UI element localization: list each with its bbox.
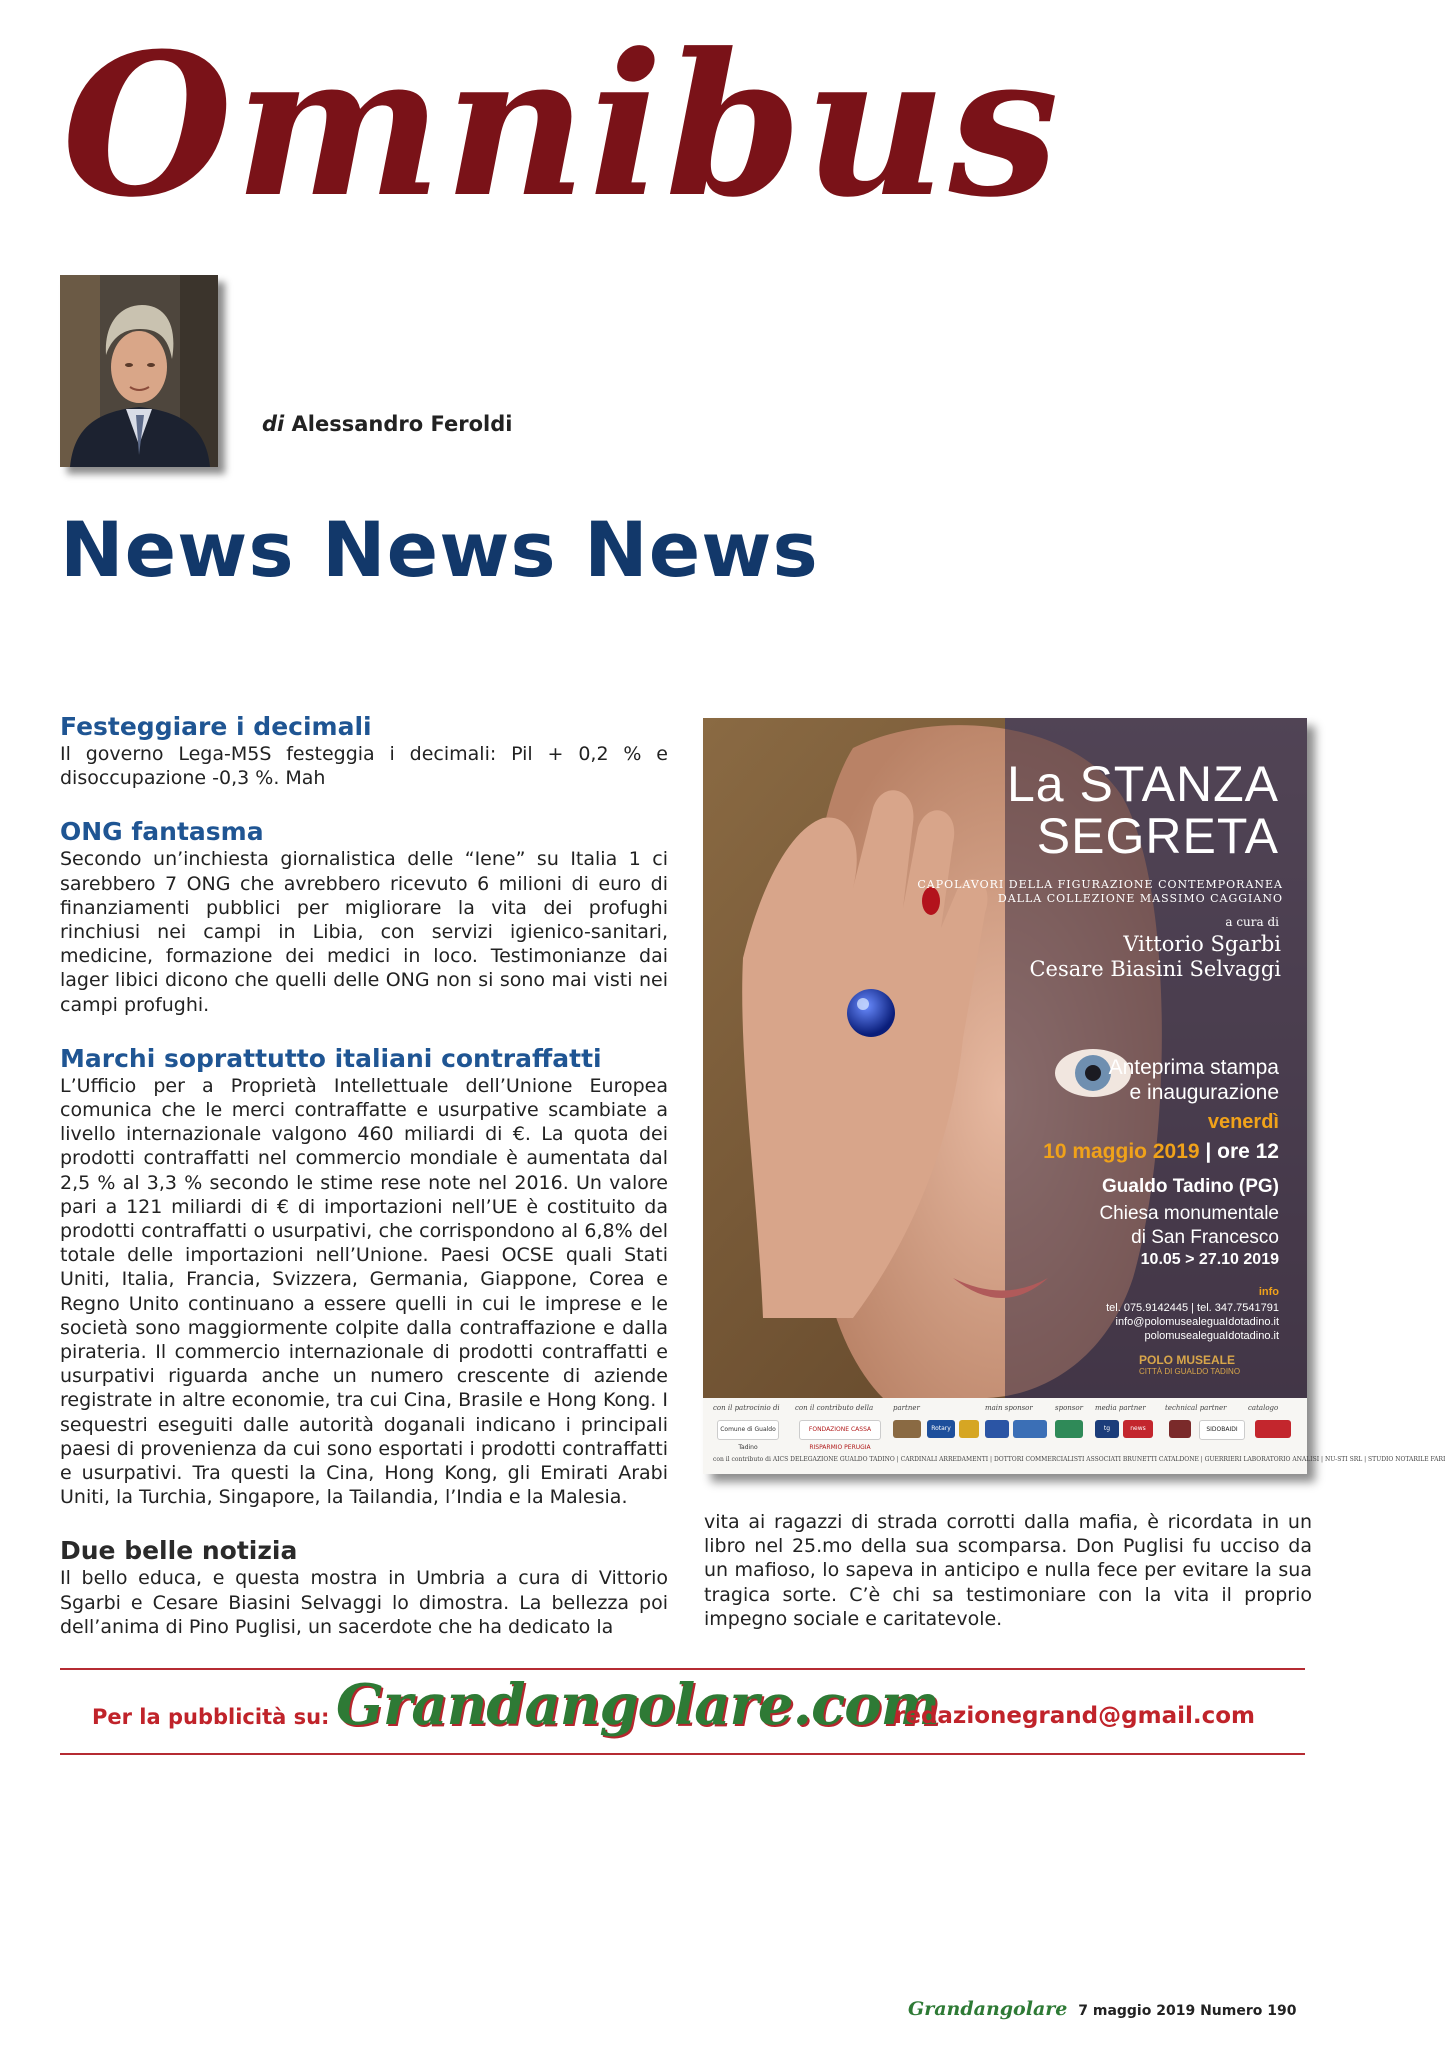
sponsor-logo: Rotary bbox=[927, 1420, 955, 1438]
article-marchi bbox=[60, 1044, 668, 1510]
article-decimali bbox=[60, 712, 668, 790]
sponsor-caption: catalogo bbox=[1248, 1404, 1279, 1412]
sponsor-logo bbox=[1013, 1420, 1047, 1438]
sponsor-logo: FONDAZIONE CASSA RISPARMIO PERUGIA bbox=[799, 1420, 881, 1440]
poster-date bbox=[1043, 1140, 1279, 1164]
article-body: Il governo Lega-M5S festeggia i decimali: Pil + 0,2 % e disoccupazione -0,3 %. Mah bbox=[60, 743, 668, 790]
masthead-title: Omnibus bbox=[62, 11, 1061, 241]
exhibition-poster bbox=[703, 718, 1445, 1474]
poster-preview bbox=[1109, 1055, 1279, 1105]
article-title: Festeggiare i decimali bbox=[60, 712, 372, 741]
author-portrait-image bbox=[60, 275, 218, 467]
article-body: Il bello educa, e questa mostra in Umbria a cura di Vittorio Sgarbi e Cesare Biasini Selvaggi lo dimostra. La bellezza poi dell’anima di Pino Puglisi, un sacerdote che ha dedicato la bbox=[60, 1567, 668, 1638]
poster-venue-line2: di San Francesco bbox=[1131, 1227, 1279, 1248]
right-column bbox=[704, 1510, 1312, 1631]
article-ong bbox=[60, 817, 668, 1016]
poster-website: polomusealeguaIdotadino.it bbox=[1144, 1330, 1279, 1342]
sponsor-caption: con il contributo della bbox=[795, 1404, 874, 1412]
poster-venue bbox=[1099, 1202, 1279, 1250]
sponsor-logo: tg bbox=[1095, 1420, 1119, 1438]
page-footer bbox=[908, 1998, 1296, 2020]
article-body: Secondo un’inchiesta giornalistica delle “Iene” su Italia 1 ci sarebbero 7 ONG che avrebbero ricevuto 6 milioni di euro di finanziamenti pubblici per migliorare la vita dei profughi rinchiusi nei campi in Libia, con servizi igienico-sanitari, medicine, formazione dei medici in loco. Testimonianze dai lager libici dicono che quelli delle ONG non si sono mai visti nei campi profughi. bbox=[60, 848, 668, 1016]
poster-venue-line1: Chiesa monumentale bbox=[1099, 1203, 1279, 1224]
poster-preview-line1: Anteprima stampa bbox=[1108, 1056, 1279, 1079]
sponsor-caption: technical partner bbox=[1165, 1404, 1227, 1412]
sponsor-logo: SIDOBAIDI bbox=[1199, 1420, 1245, 1440]
byline-prefix: di bbox=[262, 412, 285, 436]
ad-divider-top bbox=[60, 1668, 1305, 1670]
sponsor-logo bbox=[1169, 1420, 1191, 1438]
footer-brand: Grandangolare bbox=[908, 1998, 1068, 2020]
sponsor-logo bbox=[1255, 1420, 1291, 1438]
sponsor-caption: media partner bbox=[1095, 1404, 1146, 1412]
article-due-belle bbox=[60, 1536, 668, 1639]
sponsor-footer: con il contributo di AICS DELEGAZIONE GUALDO TADINO | CARDINALI ARREDAMENTI | DOTTORI COMMERCIALISTI ASSOCIATI BRUNETTI CATALDONE | GUERRIERI LABORATORIO ANALISI | NU-STI SRL | STUDIO NOTARILE FARI bbox=[713, 1456, 1445, 1463]
section-title: News News News bbox=[60, 505, 819, 594]
ad-divider-bottom bbox=[60, 1753, 1305, 1755]
poster-curator: Cesare Biasini Selvaggi bbox=[1029, 957, 1281, 981]
article-continuation: vita ai ragazzi di strada corrotti dalla mafia, è ricordata in un libro nel 25.mo della sua scomparsa. Don Puglisi fu ucciso da un mafioso, lo sapeva in anticipo e nulla fece per evitare la sua tragica sorte. C’è chi sa testimoniare con la vita il proprio impegno sociale e caritatevole. bbox=[704, 1511, 1312, 1630]
sponsor-caption: con il patrocinio di bbox=[713, 1404, 780, 1412]
poster-museum-name: POLO MUSEALE bbox=[1139, 1353, 1236, 1367]
poster-subtitle-line2: DALLA COLLEZIONE MASSIMO CAGGIANO bbox=[997, 892, 1283, 905]
ad-email-link[interactable]: redazionegrand@gmail.com bbox=[894, 1703, 1255, 1729]
poster-phones: tel. 075.9142445 | tel. 347.7541791 bbox=[1106, 1302, 1279, 1314]
poster-subtitle-line1: CAPOLAVORI DELLA FIGURAZIONE CONTEMPORANEA bbox=[917, 878, 1283, 891]
sponsor-logo bbox=[959, 1420, 979, 1438]
poster-email: info@polomusealeguaIdotadino.it bbox=[1115, 1316, 1279, 1328]
sponsor-logo: news bbox=[1123, 1420, 1153, 1438]
poster-title-line2: SEGRETA bbox=[1036, 808, 1279, 864]
byline-author: Alessandro Feroldi bbox=[291, 412, 513, 436]
poster-period: 10.05 > 27.10 2019 bbox=[1140, 1251, 1279, 1268]
poster-contacts bbox=[1106, 1301, 1279, 1343]
sponsor-logo: Comune di Gualdo Tadino bbox=[717, 1420, 779, 1440]
author-photo bbox=[60, 275, 218, 467]
sponsor-logo bbox=[1055, 1420, 1083, 1438]
poster-title-line1: La STANZA bbox=[1006, 756, 1279, 812]
poster-museum-logo bbox=[1139, 1354, 1279, 1378]
poster-curated-by: a cura di bbox=[1225, 915, 1279, 929]
poster-info-label: info bbox=[1258, 1286, 1279, 1298]
poster-museum-sub: CITTÀ DI GUALDO TADINO bbox=[1139, 1367, 1241, 1376]
ad-label: Per la pubblicità su: bbox=[92, 1705, 330, 1729]
footer-issue: Numero 190 bbox=[1200, 2003, 1297, 2019]
footer-date: 7 maggio 2019 bbox=[1078, 2003, 1196, 2019]
poster-preview-line2: e inaugurazione bbox=[1129, 1081, 1279, 1104]
poster-city: Gualdo Tadino (PG) bbox=[1102, 1176, 1279, 1197]
poster-date-value: 10 maggio 2019 bbox=[1043, 1140, 1200, 1163]
sponsor-caption: partner bbox=[893, 1404, 920, 1412]
poster-time: | ore 12 bbox=[1205, 1140, 1279, 1163]
article-title: ONG fantasma bbox=[60, 817, 264, 847]
poster-day: venerdì bbox=[1207, 1111, 1279, 1133]
sponsor-logo bbox=[893, 1420, 921, 1438]
sponsor-logo bbox=[985, 1420, 1009, 1438]
poster-curators bbox=[1029, 932, 1281, 982]
poster-curator: Vittorio Sgarbi bbox=[1123, 932, 1281, 956]
left-column bbox=[60, 712, 668, 1666]
sponsor-caption: sponsor bbox=[1055, 1404, 1083, 1412]
article-title: Due belle notizia bbox=[60, 1536, 298, 1566]
poster-title bbox=[1007, 758, 1279, 862]
ad-site-logo[interactable]: Grandangolare.com bbox=[336, 1672, 939, 1738]
poster-subtitle bbox=[917, 878, 1283, 906]
article-title: Marchi soprattutto italiani contraffatti bbox=[60, 1043, 602, 1073]
sponsor-caption: main sponsor bbox=[985, 1404, 1033, 1412]
byline bbox=[262, 412, 512, 436]
poster-sponsor-strip bbox=[703, 1398, 1445, 1474]
article-body: L’Ufficio per a Proprietà Intellettuale dell’Unione Europea comunica che le merci contraffatte e usurpative scambiate a livello internazionale valgono 460 miliardi di €. La quota dei prodotti contraffatti nel commercio mondiale è aumentata dal 2,5 % al 3,3 % secondo le stime rese note nel 2016. Un valore pari a 121 miliardi di € di importazioni nell’UE è costituito da prodotti contraffatti o usurpativi, che corrispondono al 6,8% del totale delle importazioni nell’Unione. Paesi OCSE quali Stati Uniti, Italia, Francia, Svizzera, Germania, Giappone, Corea e Regno Unito continuano a essere quelli in cui le imprese e le società sono maggiormente colpite dalla contraffazione e dalla pirateria. Il commercio internazionale di prodotti contraffatti e usurpativi riguarda anche un numero crescente di aziende registrate in altre economie, tra cui Cina, Brasile e Hong Kong. I sequestri eseguiti dalle autorità doganali indicano i principali paesi di provenienza da cui sono esportati i prodotti contraffatti e usurpativi. Tra questi la Cina, Hong Kong, gli Emirati Arabi Uniti, la Turchia, Singapore, la Tailandia, l’India e la Malesia. bbox=[60, 1074, 668, 1509]
